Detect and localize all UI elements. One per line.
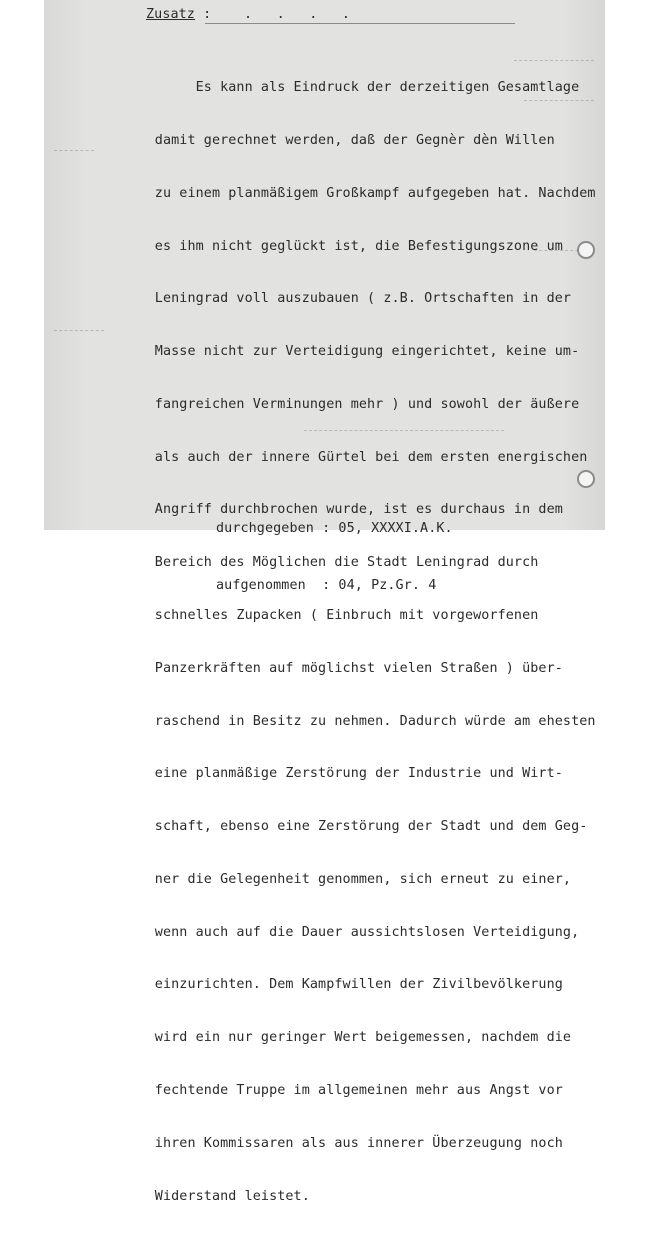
heading-label: Zusatz — [146, 7, 195, 22]
body-line: Es kann als Eindruck der derzeitigen Gesamtlage — [114, 80, 580, 96]
body-paragraph — [114, 44, 596, 1240]
body-line: es ihm nicht geglückt ist, die Befestigungszone um — [114, 238, 563, 254]
body-line: ner die Gelegenheit genommen, sich erneut zu einer, — [114, 871, 572, 887]
body-line: Leningrad voll auszubauen ( z.B. Ortschaften in der — [114, 291, 572, 307]
body-line: ihren Kommissaren als aus innerer Überzeugung noch — [114, 1135, 563, 1151]
body-line: fechtende Truppe im allgemeinen mehr aus Angst vor — [114, 1083, 563, 1099]
body-line: zu einem planmäßigem Großkampf aufgegeben hat. Nachdem — [114, 185, 596, 201]
body-line: als auch der innere Gürtel bei dem ersten energischen — [114, 449, 588, 465]
body-line: raschend in Besitz zu nehmen. Dadurch würde am ehesten — [114, 713, 596, 729]
sent-line: durchgegeben : 05, XXXXI.A.K. — [216, 521, 453, 536]
received-line: aufgenommen : 04, Pz.Gr. 4 — [216, 578, 437, 593]
body-line: Angriff durchbrochen wurde, ist es durchaus in dem — [114, 502, 563, 518]
body-line: Panzerkräften auf möglichst vielen Straßen ) über- — [114, 660, 563, 676]
body-line: eine planmäßige Zerstörung der Industrie und Wirt- — [114, 766, 563, 782]
body-line: Masse nicht zur Verteidigung eingerichtet, keine um- — [114, 344, 580, 360]
heading — [146, 6, 350, 24]
transmission-note — [216, 481, 453, 633]
bleed-through-line — [54, 330, 104, 332]
body-line: schnelles Zupacken ( Einbruch mit vorgeworfenen — [114, 608, 539, 623]
body-line: Widerstand leistet. — [114, 1188, 310, 1204]
heading-rule — [205, 23, 515, 24]
body-line: damit gerechnet werden, daß der Gegnèr dèn Willen — [114, 132, 555, 148]
bleed-through-line — [54, 150, 94, 152]
body-line: wird ein nur geringer Wert beigemessen, nachdem die — [114, 1030, 572, 1046]
body-line: schaft, ebenso eine Zerstörung der Stadt und dem Geg- — [114, 819, 588, 835]
body-line: wenn auch auf die Dauer aussichtslosen Verteidigung, — [114, 924, 580, 940]
body-line: Bereich des Möglichen die Stadt Leningrad durch — [114, 555, 539, 571]
heading-suffix: : . . . . — [194, 7, 351, 22]
body-line: fangreichen Verminungen mehr ) und sowohl der äußere — [114, 396, 580, 412]
body-line: einzurichten. Dem Kampfwillen der Zivilbevölkerung — [114, 977, 563, 993]
